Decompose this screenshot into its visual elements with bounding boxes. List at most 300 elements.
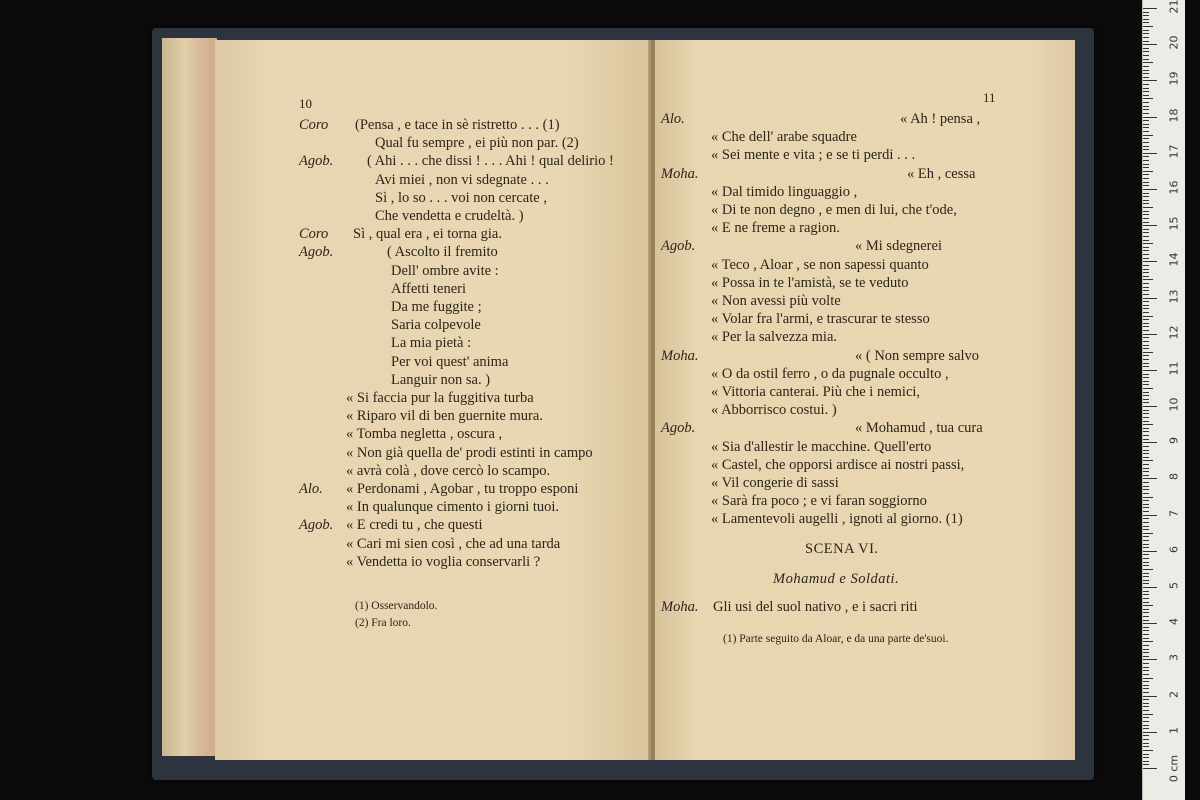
footnote: (2) Fra loro. <box>355 617 411 629</box>
verse-line: « Cari mi sien così , che ad una tarda <box>346 535 561 552</box>
ruler-tick <box>1143 594 1149 595</box>
ruler-tick <box>1143 283 1149 284</box>
ruler-number: 17 <box>1167 144 1181 159</box>
ruler-tick <box>1143 59 1149 60</box>
verse-line: La mia pietà : <box>391 335 472 352</box>
ruler-tick <box>1143 388 1153 389</box>
speaker-label: Alo. <box>661 111 685 127</box>
ruler-tick <box>1143 323 1149 324</box>
ruler-tick <box>1143 453 1149 454</box>
ruler-tick <box>1143 95 1149 96</box>
verse-line: « Vil congerie di sassi <box>711 475 839 491</box>
ruler-tick <box>1143 507 1149 508</box>
ruler-tick <box>1143 366 1149 367</box>
ruler-tick <box>1143 308 1149 309</box>
ruler-number: 19 <box>1167 71 1181 86</box>
ruler-tick <box>1143 127 1149 128</box>
ruler-tick <box>1143 294 1149 295</box>
ruler-tick <box>1143 236 1149 237</box>
ruler-tick <box>1143 334 1157 335</box>
page-edges <box>162 38 217 756</box>
ruler-tick <box>1143 345 1149 346</box>
ruler-number: 21 <box>1167 0 1181 14</box>
ruler-tick <box>1143 536 1149 537</box>
ruler-tick <box>1143 439 1149 440</box>
ruler-tick <box>1143 84 1149 85</box>
ruler-tick <box>1143 207 1153 208</box>
ruler-tick <box>1143 51 1149 52</box>
ruler-tick <box>1143 482 1149 483</box>
ruler-tick <box>1143 12 1149 13</box>
verse-line: ( Ascolto il fremito <box>387 244 498 261</box>
ruler-tick <box>1143 381 1149 382</box>
verse-line: Per voi quest' anima <box>391 353 509 370</box>
ruler-tick <box>1143 48 1149 49</box>
verse-line: « avrà colà , dove cercò lo scampo. <box>346 462 551 479</box>
verse-line: « Per la salvezza mia. <box>711 329 838 346</box>
ruler-tick <box>1143 685 1149 686</box>
ruler-tick <box>1143 623 1157 624</box>
ruler-tick <box>1143 164 1149 165</box>
ruler-unit-label: 0 cm <box>1167 754 1181 783</box>
ruler-tick <box>1143 272 1149 273</box>
ruler-tick <box>1143 696 1157 697</box>
ruler-tick <box>1143 562 1149 563</box>
ruler-tick <box>1143 721 1149 722</box>
ruler-tick <box>1143 670 1149 671</box>
ruler-tick <box>1143 44 1157 45</box>
ruler-tick <box>1143 732 1157 733</box>
speaker-label: Agob. <box>299 517 334 534</box>
ruler-tick <box>1143 750 1153 751</box>
ruler-tick <box>1143 565 1149 566</box>
speaker-label: Moha. <box>661 165 699 182</box>
ruler-tick <box>1143 142 1149 143</box>
ruler-tick <box>1143 739 1149 740</box>
ruler-tick <box>1143 605 1153 606</box>
ruler-tick <box>1143 714 1153 715</box>
ruler-number: 10 <box>1167 397 1181 412</box>
ruler-tick <box>1143 725 1149 726</box>
ruler-tick <box>1143 450 1149 451</box>
ruler-tick <box>1143 598 1149 599</box>
ruler-tick <box>1143 124 1149 125</box>
ruler-tick <box>1143 406 1157 407</box>
verse-line: Sì , lo so . . . voi non cercate , <box>375 189 547 206</box>
ruler-tick <box>1143 167 1149 168</box>
speaker-label: Agob. <box>661 238 696 255</box>
ruler-tick <box>1143 703 1149 704</box>
ruler-tick <box>1143 319 1149 320</box>
ruler-tick <box>1143 518 1149 519</box>
ruler-tick <box>1143 62 1153 63</box>
ruler-tick <box>1143 131 1149 132</box>
ruler-tick <box>1143 135 1153 136</box>
speaker-label: Coro <box>299 226 329 243</box>
verse-line: Saria colpevole <box>391 317 481 334</box>
ruler-tick <box>1143 511 1149 512</box>
ruler-tick <box>1143 641 1153 642</box>
speaker-label: Coro <box>299 117 329 133</box>
verse-line: « Castel, che opporsi ardisce ai nostri passi, <box>711 456 965 473</box>
ruler-tick <box>1143 522 1149 523</box>
ruler-number: 13 <box>1167 289 1181 304</box>
ruler-tick <box>1143 196 1149 197</box>
ruler-tick <box>1143 500 1149 501</box>
ruler-tick <box>1143 229 1149 230</box>
ruler-tick <box>1143 754 1149 755</box>
ruler-tick <box>1143 392 1149 393</box>
footnote: (1) Parte seguito da Aloar, e da una parte de'suoi. <box>723 633 949 645</box>
footnote: (1) Osservandolo. <box>355 600 438 612</box>
scene-heading: SCENA VI. <box>805 541 879 557</box>
verse-line: Gli usi del suol nativo , e i sacri riti <box>713 599 918 615</box>
ruler-tick <box>1143 269 1149 270</box>
ruler-tick <box>1143 160 1149 161</box>
ruler-tick <box>1143 171 1153 172</box>
speaker-label: Agob. <box>299 153 334 170</box>
ruler-number: 14 <box>1167 252 1181 267</box>
ruler-number: 6 <box>1167 545 1181 553</box>
ruler-tick <box>1143 70 1149 71</box>
ruler-number: 4 <box>1167 618 1181 626</box>
ruler-tick <box>1143 370 1157 371</box>
ruler-tick <box>1143 533 1153 534</box>
ruler-tick <box>1143 645 1149 646</box>
ruler-tick <box>1143 493 1149 494</box>
ruler-tick <box>1143 113 1149 114</box>
ruler-tick <box>1143 580 1149 581</box>
ruler-tick <box>1143 73 1149 74</box>
ruler-tick <box>1143 410 1149 411</box>
verse-line: « Sia d'allestir le macchine. Quell'erto <box>711 438 932 455</box>
ruler-tick <box>1143 341 1149 342</box>
ruler-tick <box>1143 602 1149 603</box>
ruler-tick <box>1143 106 1149 107</box>
ruler-tick <box>1143 706 1149 707</box>
ruler-number: 1 <box>1167 726 1181 734</box>
ruler-tick <box>1143 717 1149 718</box>
ruler-tick <box>1143 225 1157 226</box>
verse-line: « Riparo vil di ben guernite mura. <box>346 408 543 425</box>
verse-line: « Ah ! pensa , <box>900 111 981 127</box>
verse-line: « Perdonami , Agobar , tu troppo esponi <box>346 481 579 497</box>
ruler-tick <box>1143 301 1149 302</box>
verse-line: « Lamentevoli augelli , ignoti al giorno. (1) <box>711 511 963 528</box>
ruler-number: 20 <box>1167 35 1181 50</box>
verse-line: « Sei mente e vita ; e se ti perdi . . . <box>711 147 916 164</box>
ruler-tick <box>1143 218 1149 219</box>
verse-line: ( Ahi . . . che dissi ! . . . Ahi ! qual delirio ! <box>367 153 614 170</box>
verse-line: « O da ostil ferro , o da pugnale occulto , <box>711 365 949 382</box>
ruler-tick <box>1143 681 1149 682</box>
ruler-tick <box>1143 547 1149 548</box>
ruler-number: 12 <box>1167 325 1181 340</box>
ruler-tick <box>1143 587 1157 588</box>
ruler-tick <box>1143 326 1149 327</box>
ruler-tick <box>1143 185 1149 186</box>
ruler-tick <box>1143 19 1149 20</box>
ruler-tick <box>1143 287 1149 288</box>
ruler-tick <box>1143 638 1149 639</box>
ruler-tick <box>1143 178 1149 179</box>
verse-line: « E ne freme a ragion. <box>711 220 840 237</box>
ruler-tick <box>1143 576 1149 577</box>
ruler-tick <box>1143 634 1149 635</box>
ruler-tick <box>1143 678 1153 679</box>
ruler-tick <box>1143 551 1157 552</box>
ruler-tick <box>1143 478 1157 479</box>
ruler-tick <box>1143 88 1149 89</box>
ruler-tick <box>1143 261 1157 262</box>
ruler-tick <box>1143 80 1157 81</box>
ruler-tick <box>1143 489 1149 490</box>
ruler-number: 5 <box>1167 582 1181 590</box>
ruler-tick <box>1143 402 1149 403</box>
page-number-right: 11 <box>983 90 996 105</box>
verse-line: « Che dell' arabe squadre <box>711 129 857 146</box>
ruler-tick <box>1143 544 1149 545</box>
ruler-tick <box>1143 109 1149 110</box>
ruler-tick <box>1143 515 1157 516</box>
ruler-tick <box>1143 630 1149 631</box>
ruler-tick <box>1143 41 1149 42</box>
ruler-tick <box>1143 330 1149 331</box>
ruler-tick <box>1143 117 1157 118</box>
verse-line: Che vendetta e crudeltà. ) <box>375 208 524 224</box>
ruler-tick <box>1143 761 1149 762</box>
ruler-tick <box>1143 384 1149 385</box>
ruler-tick <box>1143 649 1149 650</box>
ruler-tick <box>1143 612 1149 613</box>
verse-line: « Possa in te l'amistà, se te veduto <box>711 274 909 291</box>
verse-line: « Mohamud , tua cura <box>855 420 983 437</box>
ruler-tick <box>1143 240 1149 241</box>
ruler-tick <box>1143 659 1157 660</box>
ruler-tick <box>1143 399 1149 400</box>
ruler-tick <box>1143 674 1149 675</box>
ruler-tick <box>1143 424 1153 425</box>
verse-line: Dell' ombre avite : <box>391 262 499 279</box>
speaker-label: Moha. <box>661 599 699 615</box>
speaker-label: Agob. <box>299 244 334 261</box>
ruler-tick <box>1143 138 1149 139</box>
verse-line: « Vendetta io voglia conservarli ? <box>346 553 541 570</box>
ruler-tick <box>1143 627 1149 628</box>
verse-line: « Si faccia pur la fuggitiva turba <box>346 390 534 406</box>
ruler-number: 15 <box>1167 216 1181 231</box>
ruler-tick <box>1143 421 1149 422</box>
ruler-number: 18 <box>1167 108 1181 123</box>
ruler-tick <box>1143 692 1149 693</box>
ruler-tick <box>1143 276 1149 277</box>
measuring-ruler <box>1142 0 1185 800</box>
ruler-tick <box>1143 743 1149 744</box>
ruler-tick <box>1143 431 1149 432</box>
ruler-tick <box>1143 363 1149 364</box>
ruler-tick <box>1143 435 1149 436</box>
ruler-tick <box>1143 460 1153 461</box>
ruler-number: 9 <box>1167 437 1181 445</box>
ruler-tick <box>1143 174 1149 175</box>
verse-line: « Non già quella de' prodi estinti in campo <box>346 444 593 461</box>
ruler-tick <box>1143 728 1149 729</box>
ruler-tick <box>1143 735 1149 736</box>
verse-line: Affetti teneri <box>391 280 467 297</box>
ruler-tick <box>1143 120 1149 121</box>
ruler-tick <box>1143 428 1149 429</box>
verse-line: « ( Non sempre salvo <box>855 347 980 364</box>
verse-line: Da me fuggite ; <box>391 299 482 315</box>
ruler-tick <box>1143 8 1157 9</box>
ruler-tick <box>1143 442 1157 443</box>
ruler-tick <box>1143 457 1149 458</box>
verse-line: « Sarà fra poco ; e vi faran soggiorno <box>711 493 927 510</box>
ruler-tick <box>1143 193 1149 194</box>
verse-line: « Abborrisco costui. ) <box>711 402 837 419</box>
ruler-tick <box>1143 377 1149 378</box>
speaker-label: Moha. <box>661 347 699 364</box>
ruler-number: 11 <box>1167 361 1181 376</box>
ruler-tick <box>1143 30 1149 31</box>
ruler-tick <box>1143 475 1149 476</box>
ruler-tick <box>1143 91 1149 92</box>
ruler-tick <box>1143 591 1149 592</box>
ruler-tick <box>1143 554 1149 555</box>
ruler-number: 8 <box>1167 473 1181 481</box>
ruler-tick <box>1143 583 1149 584</box>
ruler-tick <box>1143 146 1149 147</box>
ruler-tick <box>1143 616 1149 617</box>
ruler-tick <box>1143 247 1149 248</box>
verse-line: « Non avessi più volte <box>711 293 841 309</box>
verse-line: Qual fu sempre , ei più non par. (2) <box>375 135 579 152</box>
ruler-number: 7 <box>1167 509 1181 517</box>
ruler-tick <box>1143 757 1149 758</box>
ruler-tick <box>1143 417 1149 418</box>
speaker-label: Alo. <box>299 481 323 497</box>
ruler-tick <box>1143 663 1149 664</box>
verse-line: Avi miei , non vi sdegnate . . . <box>375 171 549 188</box>
ruler-tick <box>1143 254 1149 255</box>
ruler-tick <box>1143 37 1149 38</box>
ruler-tick <box>1143 250 1149 251</box>
verse-line: « Tomba negletta , oscura , <box>346 426 503 443</box>
ruler-tick <box>1143 66 1149 67</box>
ruler-tick <box>1143 102 1149 103</box>
ruler-tick <box>1143 203 1149 204</box>
ruler-tick <box>1143 222 1149 223</box>
ruler-tick <box>1143 258 1149 259</box>
ruler-tick <box>1143 98 1153 99</box>
ruler-tick <box>1143 214 1149 215</box>
ruler-tick <box>1143 149 1149 150</box>
right-page <box>655 40 1075 760</box>
ruler-tick <box>1143 55 1149 56</box>
verse-line: « Dal timido linguaggio , <box>711 183 858 200</box>
verse-line: « Eh , cessa <box>907 165 976 182</box>
ruler-tick <box>1143 446 1149 447</box>
ruler-tick <box>1143 471 1149 472</box>
ruler-tick <box>1143 265 1149 266</box>
ruler-number: 2 <box>1167 690 1181 698</box>
verse-line: « Teco , Aloar , se non sapessi quanto <box>711 256 929 273</box>
ruler-tick <box>1143 232 1149 233</box>
page-number-left: 10 <box>299 96 312 111</box>
ruler-tick <box>1143 746 1149 747</box>
left-page <box>215 40 652 760</box>
ruler-tick <box>1143 464 1149 465</box>
ruler-number: 3 <box>1167 654 1181 662</box>
ruler-tick <box>1143 395 1149 396</box>
ruler-tick <box>1143 558 1149 559</box>
ruler-tick <box>1143 153 1157 154</box>
ruler-tick <box>1143 26 1153 27</box>
ruler-tick <box>1143 312 1149 313</box>
scene-characters: Mohamud e Soldati. <box>773 571 900 587</box>
ruler-tick <box>1143 15 1149 16</box>
ruler-tick <box>1143 620 1149 621</box>
verse-line: « Mi sdegnerei <box>855 238 942 255</box>
ruler-tick <box>1143 526 1149 527</box>
verse-line: (Pensa , e tace in sè ristretto . . . (1) <box>355 117 560 133</box>
ruler-tick <box>1143 710 1149 711</box>
verse-line: « Volar fra l'armi, e trascurar te stesso <box>711 311 930 328</box>
ruler-tick <box>1143 652 1149 653</box>
ruler-tick <box>1143 352 1153 353</box>
ruler-tick <box>1143 337 1149 338</box>
ruler-tick <box>1143 77 1149 78</box>
ruler-tick <box>1143 355 1149 356</box>
ruler-tick <box>1143 656 1149 657</box>
ruler-tick <box>1143 22 1149 23</box>
ruler-tick <box>1143 279 1153 280</box>
ruler-tick <box>1143 529 1149 530</box>
verse-line: « Vittoria canterai. Più che i nemici, <box>711 384 921 400</box>
ruler-tick <box>1143 504 1149 505</box>
ruler-tick <box>1143 540 1149 541</box>
ruler-tick <box>1143 573 1149 574</box>
verse-line: « E credi tu , che questi <box>346 517 483 534</box>
ruler-tick <box>1143 211 1149 212</box>
ruler-tick <box>1143 764 1149 765</box>
ruler-tick <box>1143 200 1149 201</box>
ruler-tick <box>1143 609 1149 610</box>
ruler-tick <box>1143 348 1149 349</box>
ruler-tick <box>1143 243 1153 244</box>
ruler-tick <box>1143 374 1149 375</box>
ruler-tick <box>1143 667 1149 668</box>
speaker-label: Agob. <box>661 420 696 437</box>
ruler-tick <box>1143 468 1149 469</box>
ruler-tick <box>1143 486 1149 487</box>
ruler-tick <box>1143 290 1149 291</box>
ruler-tick <box>1143 699 1149 700</box>
ruler-tick <box>1143 569 1153 570</box>
ruler-tick <box>1143 316 1153 317</box>
verse-line: Sì , qual era , ei torna gia. <box>353 226 502 243</box>
verse-line: « In qualunque cimento i giorni tuoi. <box>346 499 560 516</box>
ruler-tick <box>1143 156 1149 157</box>
ruler-tick <box>1143 497 1153 498</box>
ruler-tick <box>1143 189 1157 190</box>
ruler-tick <box>1143 305 1149 306</box>
verse-line: Languir non sa. ) <box>391 371 491 388</box>
ruler-tick <box>1143 182 1149 183</box>
ruler-tick <box>1143 359 1149 360</box>
verse-line: « Di te non degno , e men di lui, che t'ode, <box>711 202 957 218</box>
ruler-tick <box>1143 298 1157 299</box>
